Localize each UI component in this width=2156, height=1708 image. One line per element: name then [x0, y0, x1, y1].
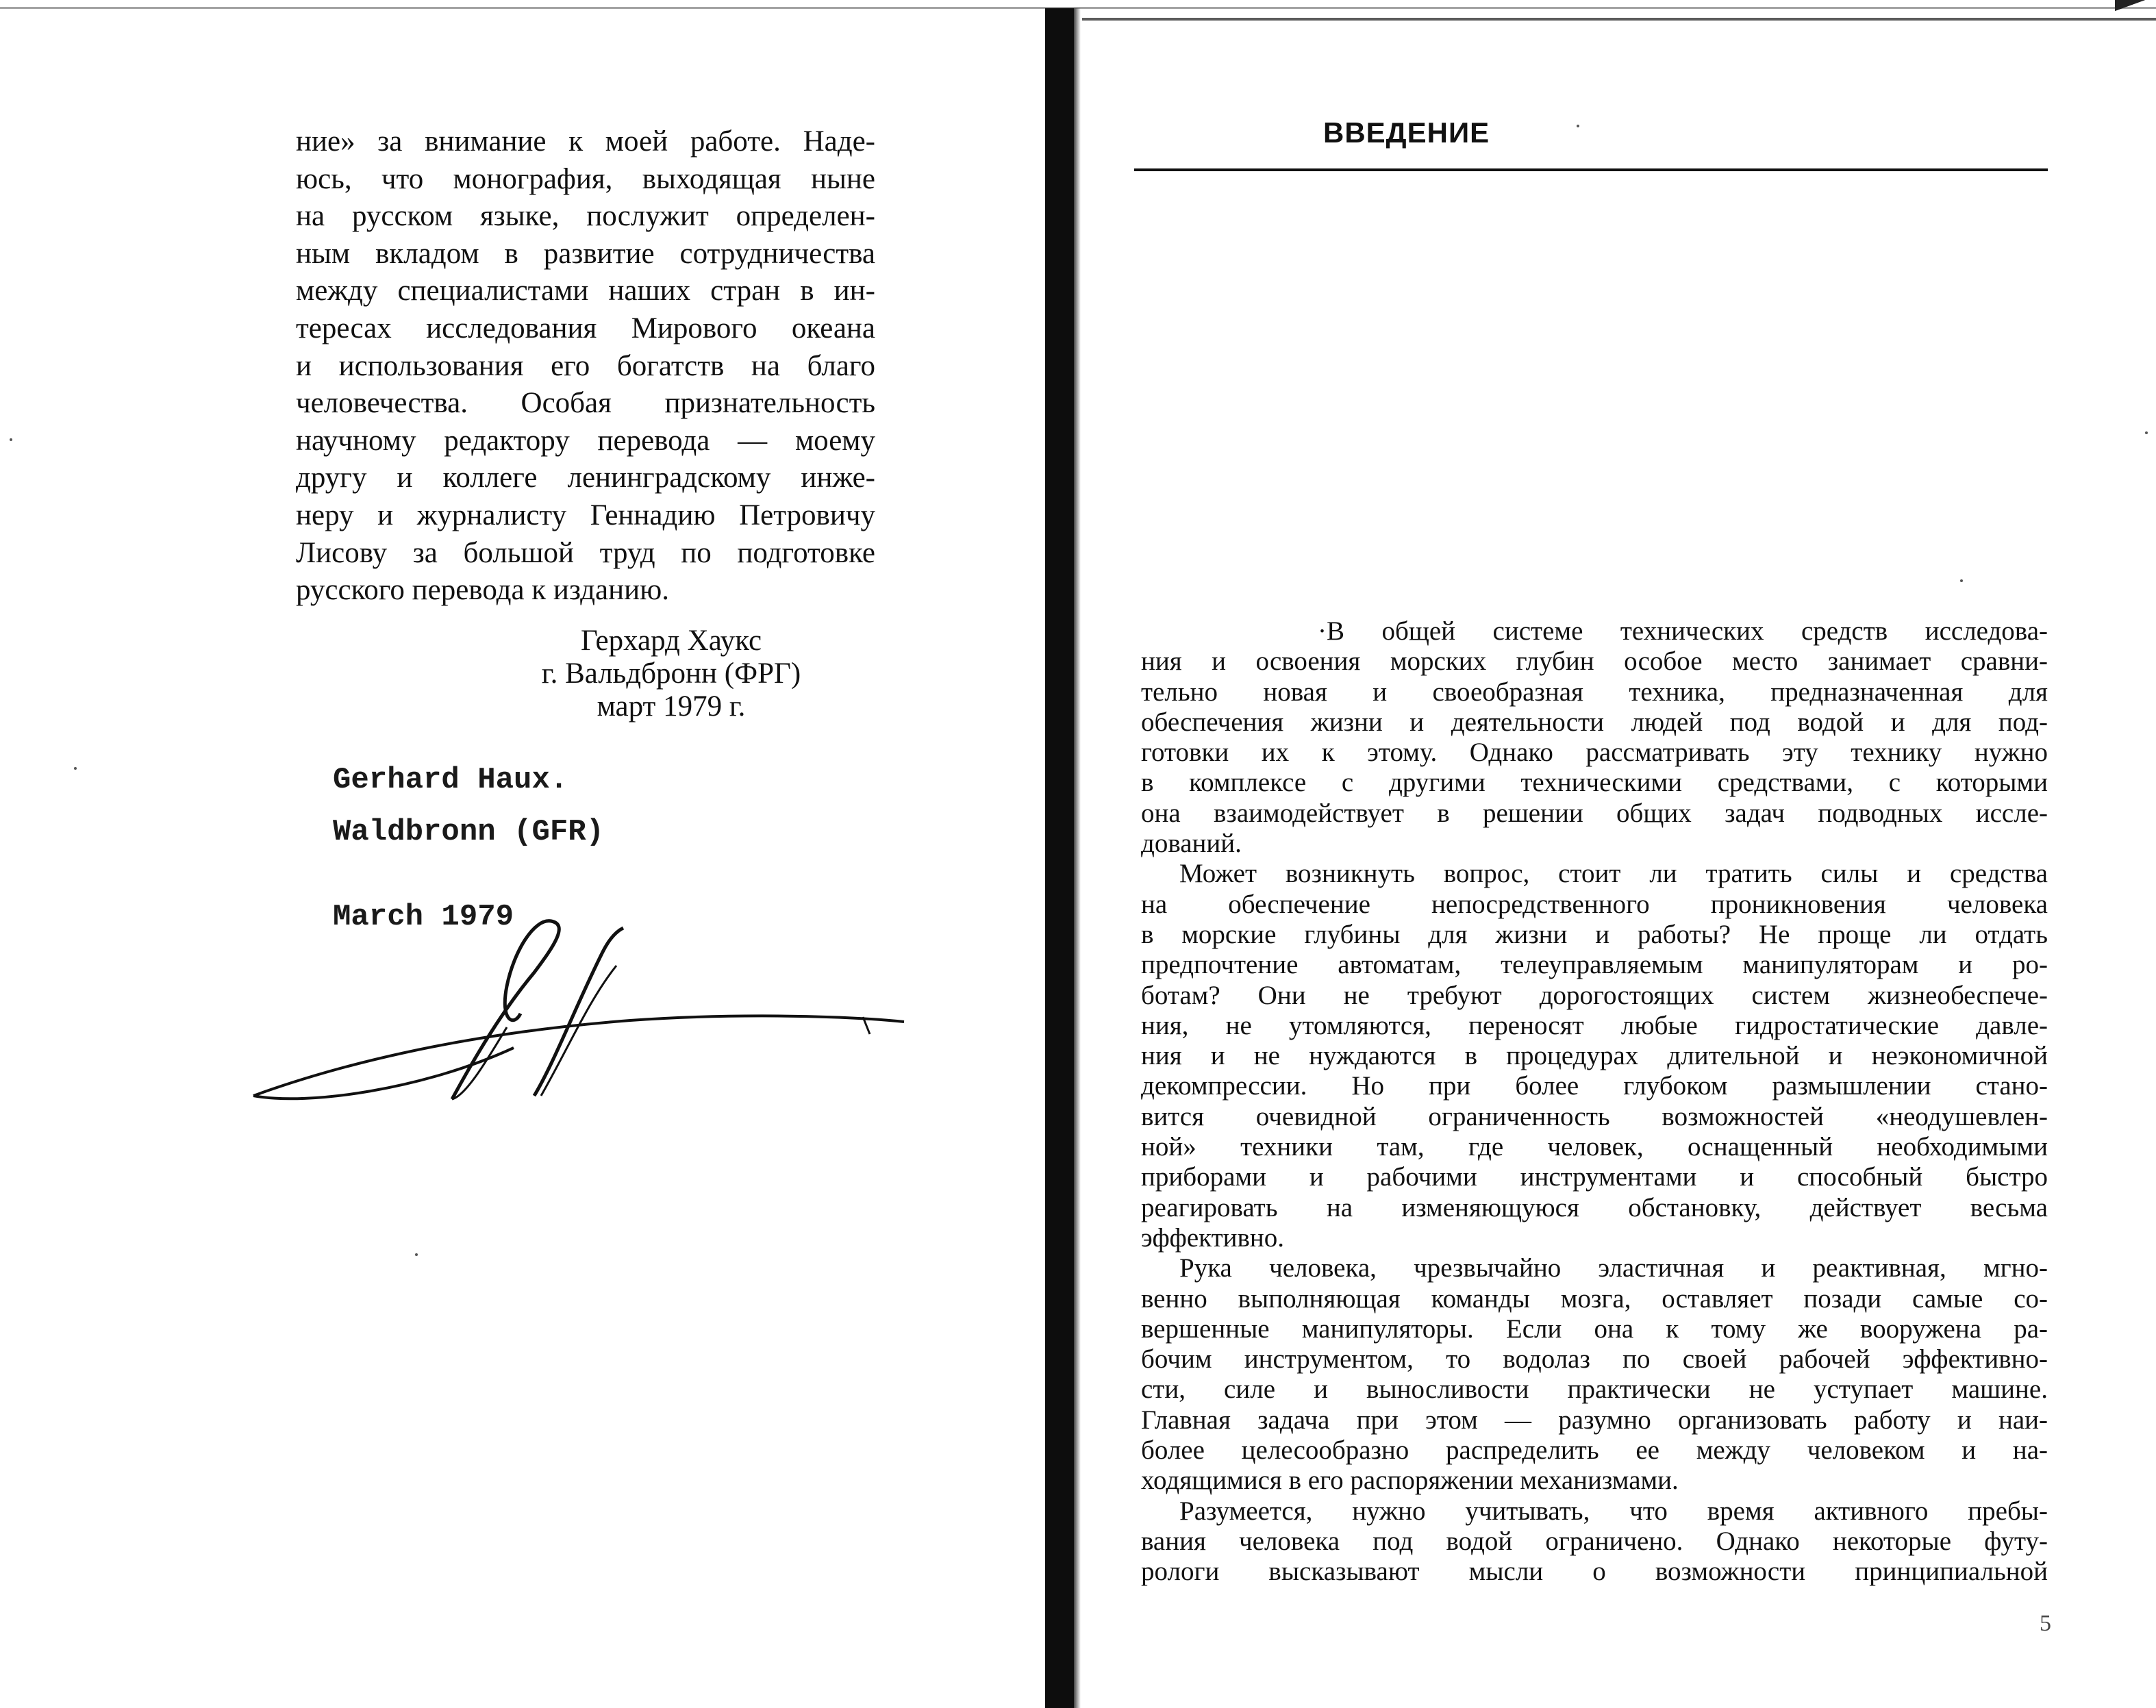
author-place-ru: г. Вальдбронн (ФРГ): [541, 657, 801, 690]
scan-speck: [2145, 431, 2148, 434]
handwritten-signature: [247, 911, 911, 1116]
text-line: предпочтение автоматам, телеуправляемым манипуляторам и ро-: [1141, 950, 2048, 980]
heading-rule: [1134, 168, 2048, 171]
text-line: обеспечения жизни и деятельности людей под водой и для под-: [1141, 707, 2048, 737]
text-line: вится очевидной ограниченность возможностей «неодушевлен-: [1141, 1101, 2048, 1131]
text-line: другу и коллеге ленинградскому инже-: [296, 462, 875, 494]
text-line: вершенные манипуляторы. Если она к тому же вооружена ра-: [1141, 1314, 2048, 1344]
text-line: Разумеется, нужно учитывать, что время активного пребы-: [1179, 1496, 2048, 1526]
scan-speck: [10, 438, 12, 441]
author-date-ru: март 1979 г.: [597, 690, 746, 723]
text-line: более целесообразно распределить ее между человеком и на-: [1141, 1435, 2048, 1466]
author-place-en: Waldbronn (GFR): [333, 815, 605, 849]
text-line: Главная задача при этом — разумно организовать работу и наи-: [1141, 1405, 2048, 1435]
text-line: дований.: [1141, 829, 1242, 859]
text-line: в комплексе с другими техническими средствами, с которыми: [1141, 768, 2048, 798]
text-line: неру и журналисту Геннадию Петровичу: [296, 499, 875, 531]
text-line: ния и не нуждаются в процедурах длительной и неэкономичной: [1141, 1041, 2048, 1071]
scan-speck: [415, 1253, 418, 1256]
text-line: Рука человека, чрезвычайно эластичная и реактивная, мгно-: [1179, 1253, 2048, 1283]
text-line: тельно новая и своеобразная техника, предназначенная для: [1141, 677, 2048, 707]
book-gutter-shadow: [1074, 8, 1081, 1708]
text-line: человечества. Особая признательность: [296, 387, 875, 420]
text-line: на обеспечение непосредственного проникновения человека: [1141, 889, 2048, 919]
text-line: готовки их к этому. Однако рассматривать эту технику нужно: [1141, 738, 2048, 768]
text-line: декомпрессии. Но при более глубоком размышлении стано-: [1141, 1071, 2048, 1101]
text-line: реагировать на изменяющуюся обстановку, действует весьма: [1141, 1192, 2048, 1222]
text-line: на русском языке, послужит определен-: [296, 200, 875, 233]
scan-corner-mark: [2115, 0, 2156, 12]
text-line: ния, не утомляются, переносят любые гидростатические давле-: [1141, 1010, 2048, 1040]
text-line: приборами и рабочими инструментами и способный быстро: [1141, 1162, 2048, 1192]
text-line: и использования его богатств на благо: [296, 349, 875, 382]
text-line: ·В общей системе технических средств исследова-: [1318, 616, 2048, 646]
text-line: ной» техники там, где человек, оснащенный необходимыми: [1141, 1132, 2048, 1162]
text-line: между специалистами наших стран в ин-: [296, 275, 875, 307]
author-name-ru: Герхард Хаукс: [580, 625, 762, 657]
text-line: тересах исследования Мирового океана: [296, 312, 875, 344]
text-line: эффективно.: [1141, 1222, 1285, 1253]
author-date-en: March 1979: [333, 900, 514, 934]
page-number: 5: [2040, 1611, 2051, 1636]
text-line: Может возникнуть вопрос, стоит ли тратить силы и средства: [1179, 859, 2048, 889]
text-line: Лисову за большой труд по подготовке: [296, 536, 875, 569]
text-line: ходящимися в его распоряжении механизмами.: [1141, 1466, 1679, 1496]
text-line: ботам? Они не требуют дорогостоящих систем жизнеобеспече-: [1141, 980, 2048, 1010]
text-line: научному редактору перевода — моему: [296, 424, 875, 457]
chapter-heading: ВВЕДЕНИЕ: [1323, 116, 1490, 149]
text-line: ным вкладом в развитие сотрудничества: [296, 237, 875, 270]
text-line: в морские глубины для жизни и работы? Не проще ли отдать: [1141, 919, 2048, 949]
scan-speck: [1960, 579, 1963, 582]
text-line: вания человека под водой ограничено. Однако некоторые футу-: [1141, 1526, 2048, 1556]
scan-speck: [1577, 125, 1579, 127]
book-gutter: [1045, 8, 1074, 1708]
author-name-en: Gerhard Haux.: [333, 763, 568, 797]
text-line: русского перевода к изданию.: [296, 574, 670, 607]
text-line: рологи высказывают мысли о возможности принципиальной: [1141, 1557, 2048, 1587]
text-line: она взаимодействует в решении общих задач подводных иссле-: [1141, 798, 2048, 828]
right-page-body: [1141, 616, 2048, 1587]
text-line: бочим инструментом, то водолаз по своей рабочей эффективно-: [1141, 1344, 2048, 1374]
text-line: сти, силе и выносливости практически не уступает машине.: [1141, 1374, 2048, 1405]
text-line: венно выполняющая команды мозга, оставляет позади самые со-: [1141, 1283, 2048, 1314]
left-page-paragraph: [296, 123, 875, 610]
scan-speck: [74, 767, 77, 770]
author-signature-block-ru: [479, 625, 863, 723]
text-line: ние» за внимание к моей работе. Наде-: [296, 125, 875, 158]
scan-top-edge-right: [1082, 18, 2156, 21]
text-line: юсь, что монография, выходящая ныне: [296, 162, 875, 195]
text-line: ния и освоения морских глубин особое место занимает сравни-: [1141, 646, 2048, 677]
